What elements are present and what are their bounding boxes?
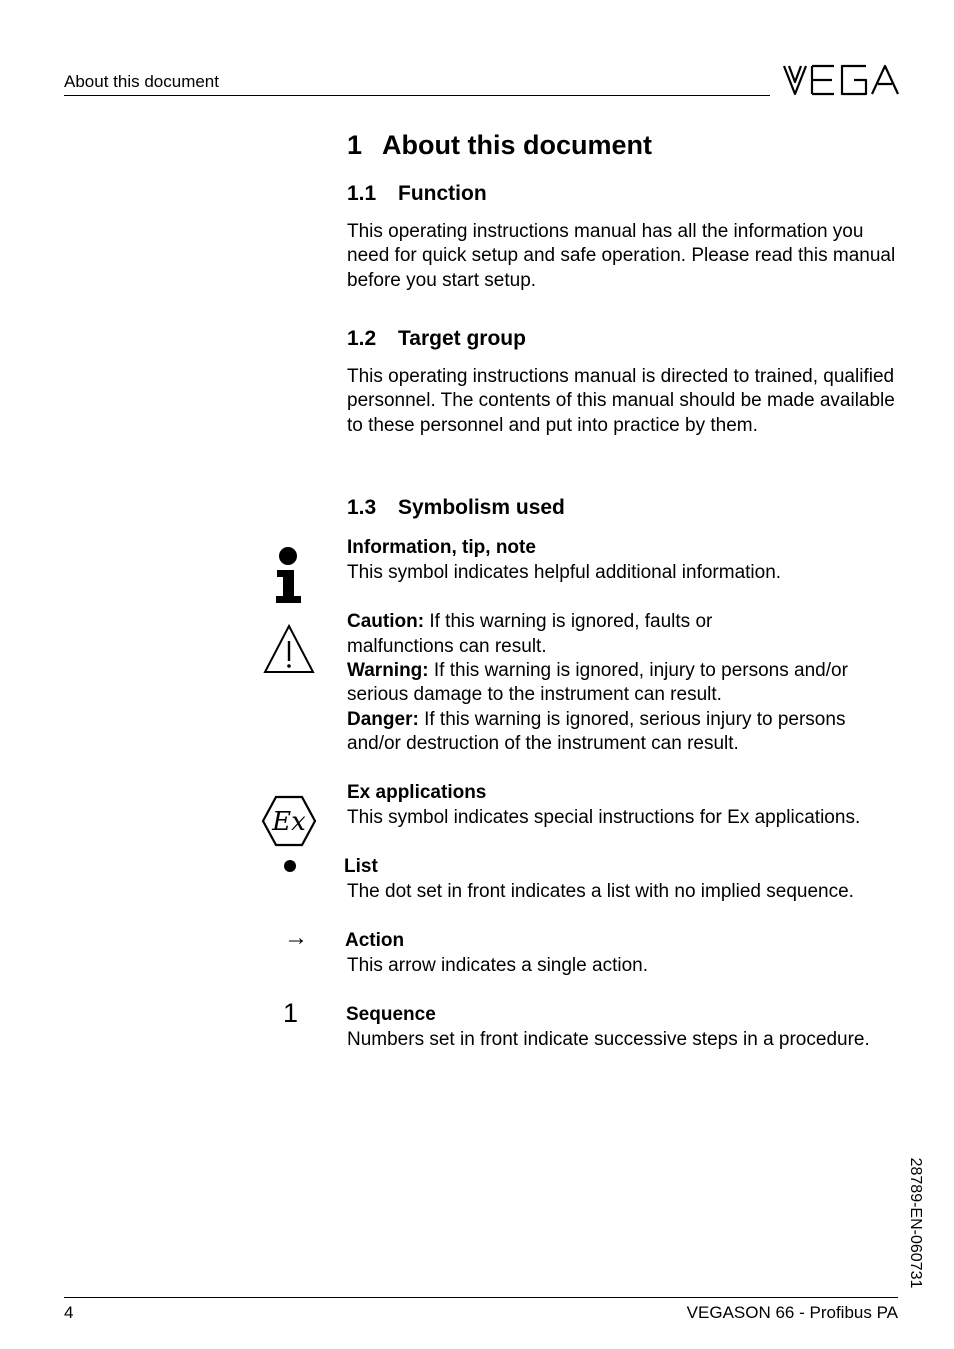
section-heading-target-group [347, 326, 526, 352]
info-title: Information, tip, note [347, 537, 536, 558]
section-heading-function [347, 181, 487, 207]
header-rule [64, 95, 770, 96]
function-paragraph: This operating instructions manual has all the information you need for quick setup and safe operation. Please read this manual before you start setup. [347, 221, 896, 291]
danger-line-2: and/or destruction of the instrument can result. [347, 733, 739, 754]
danger-label: Danger: [347, 709, 419, 730]
warning-text: If this warning is ignored, injury to persons and/or [428, 660, 848, 681]
arrow-right-icon: → [284, 924, 308, 951]
caution-line-2: malfunctions can result. [347, 636, 547, 657]
sequence-number-icon: 1 [283, 998, 299, 1028]
vega-logo-icon [782, 62, 900, 98]
warning-triangle-icon [262, 623, 316, 675]
danger-text: If this warning is ignored, serious injury to persons [418, 709, 846, 730]
caution-label: Caution: [347, 611, 425, 632]
info-text: This symbol indicates helpful additional information. [347, 562, 782, 583]
bullet-dot-icon [283, 859, 297, 873]
chapter-title-text: About this document [382, 130, 653, 160]
target-group-paragraph: This operating instructions manual is directed to trained, qualified personnel. The contents of this manual should be made available to these personnel and put into practice by them. [347, 366, 895, 436]
section-number: 1.1 [347, 182, 377, 205]
warning-line-1 [347, 659, 848, 683]
action-title: Action [345, 930, 405, 951]
danger-line-1 [347, 708, 845, 732]
section-title: Function [398, 182, 487, 205]
section-title: Target group [398, 327, 526, 350]
product-name: VEGASON 66 - Profibus PA [686, 1303, 898, 1322]
running-header: About this document [64, 72, 219, 91]
document-id: 28789-EN-060731 [907, 1157, 924, 1289]
ex-text: This symbol indicates special instructions for Ex applications. [347, 807, 861, 828]
chapter-title [347, 128, 652, 162]
ex-glyph: Ex [272, 807, 306, 837]
section-title: Symbolism used [398, 496, 565, 519]
section-number: 1.3 [347, 496, 377, 519]
section-number: 1.2 [347, 327, 377, 350]
footer-rule [64, 1297, 898, 1298]
ex-title: Ex applications [347, 782, 487, 803]
page-number: 4 [64, 1303, 74, 1322]
caution-line-1 [347, 610, 712, 634]
info-icon [272, 546, 304, 604]
caution-text: If this warning is ignored, faults or [424, 611, 713, 632]
warning-line-2: serious damage to the instrument can result. [347, 684, 722, 705]
chapter-number: 1 [347, 130, 363, 160]
action-text: This arrow indicates a single action. [347, 955, 648, 976]
ex-hexagon-icon [260, 794, 318, 848]
list-text: The dot set in front indicates a list with no implied sequence. [347, 881, 854, 902]
list-title: List [344, 856, 378, 877]
sequence-text: Numbers set in front indicate successive steps in a procedure. [347, 1029, 870, 1050]
sequence-title: Sequence [346, 1004, 436, 1025]
section-heading-symbolism [347, 495, 565, 521]
warning-label: Warning: [347, 660, 429, 681]
